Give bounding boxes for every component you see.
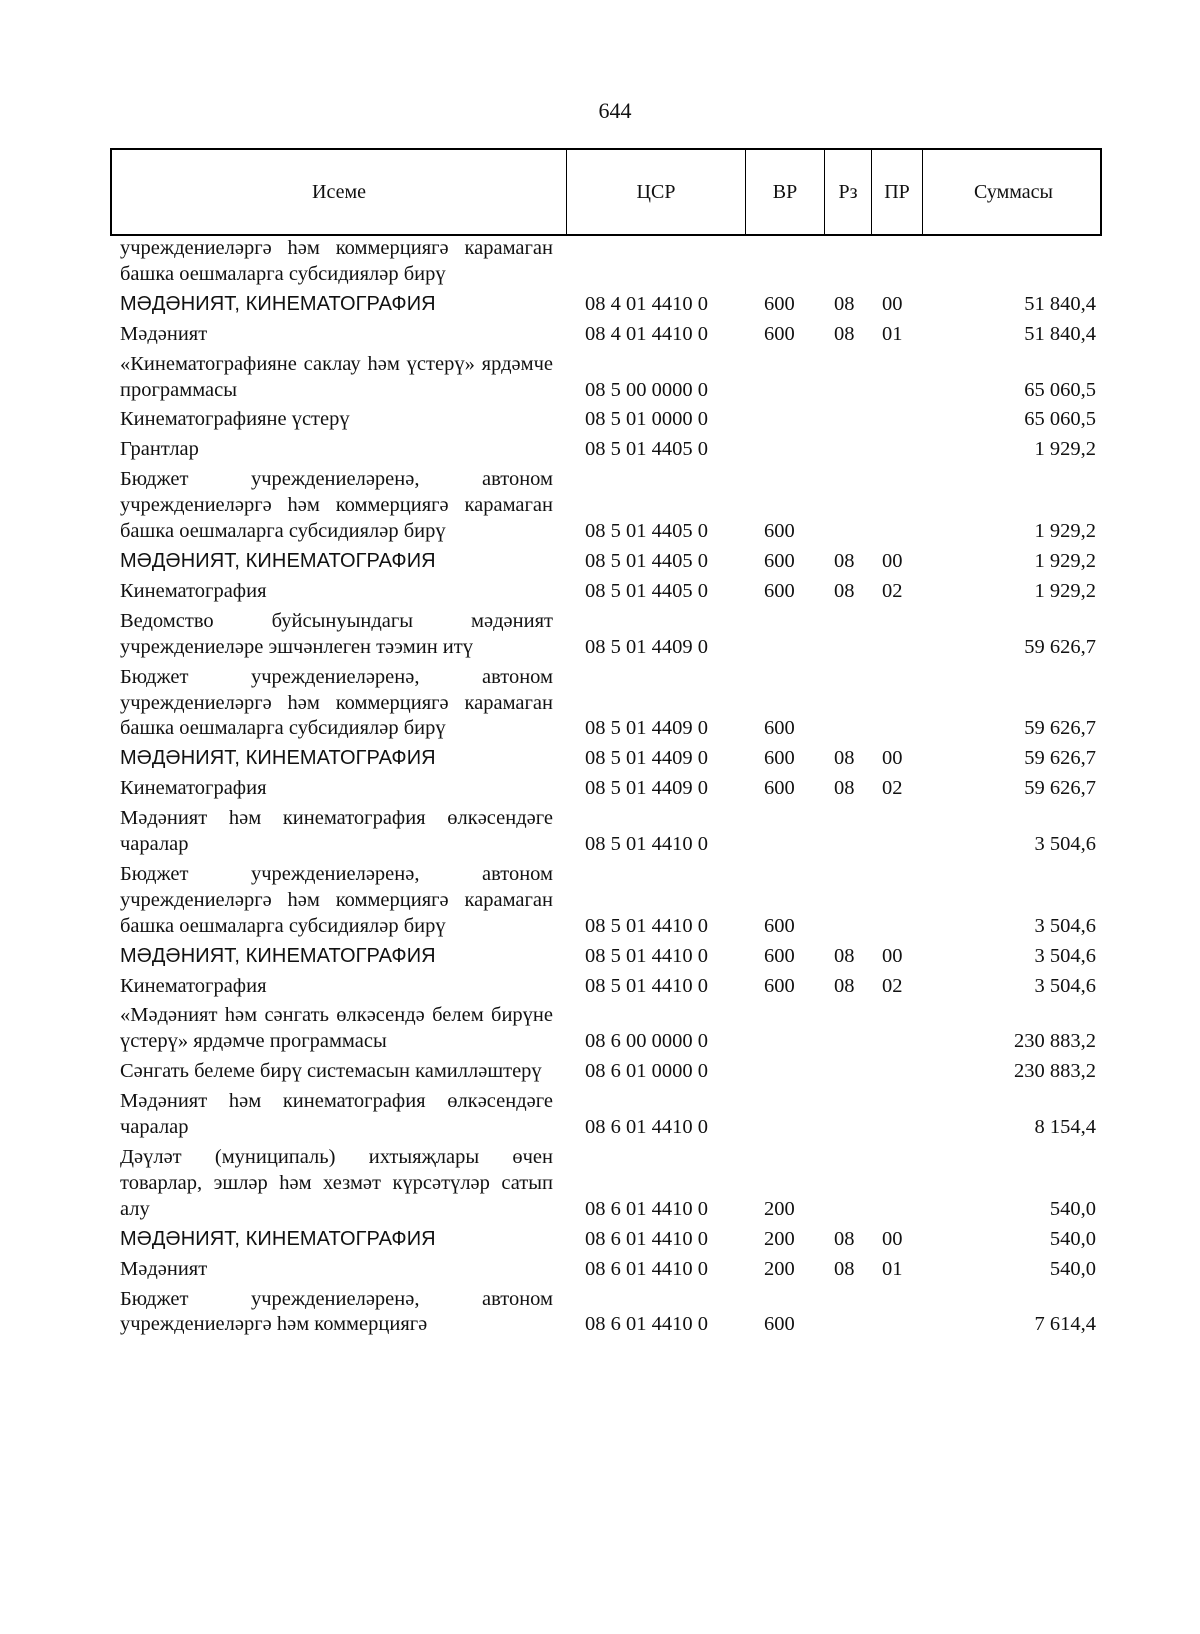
- row-sum: 59 626,7: [1024, 635, 1096, 658]
- row-pr: 02: [882, 579, 903, 602]
- row-name: Мәдәният: [120, 322, 208, 345]
- row-sum: 3 504,6: [1034, 944, 1096, 967]
- row-vr: 600: [764, 914, 795, 937]
- page-number: 644: [598, 98, 632, 123]
- row-rz: 08: [834, 579, 855, 602]
- row-sum: 230 883,2: [1014, 1060, 1096, 1083]
- row-sum: 3 504,6: [1034, 833, 1096, 856]
- row-rz: 08: [834, 944, 855, 967]
- row-name: Кинематографияне үстерү: [120, 408, 350, 431]
- table-header: [110, 148, 1102, 236]
- table-row: [0, 746, 1200, 772]
- row-vr: 600: [764, 520, 795, 543]
- row-csr: 08 5 01 4405 0: [585, 579, 708, 602]
- row-name: Бюджет учреждениеләренә, автоном учреждениеләргә һәм коммерциягә карамаган башка оешмаларга субсидияләр бирү: [120, 468, 553, 543]
- row-sum: 51 840,4: [1024, 292, 1096, 315]
- row-sum: 540,0: [1049, 1257, 1096, 1280]
- row-csr: 08 5 01 4410 0: [585, 914, 708, 937]
- table-row: [0, 665, 1200, 743]
- row-csr: 08 6 00 0000 0: [585, 1030, 708, 1053]
- row-rz: 08: [834, 292, 855, 315]
- row-rz: 08: [834, 1257, 855, 1280]
- row-csr: 08 4 01 4410 0: [585, 292, 708, 315]
- row-pr: 01: [882, 322, 903, 345]
- row-name: Бюджет учреждениеләренә, автоном учреждениеләргә һәм коммерциягә карамаган башка оешмаларга субсидияләр бирү: [120, 665, 553, 740]
- row-rz: 08: [834, 777, 855, 800]
- row-vr: 600: [764, 944, 795, 967]
- row-sum: 540,0: [1049, 1227, 1096, 1250]
- table-row: [0, 322, 1200, 348]
- row-rz: 08: [834, 747, 855, 770]
- row-rz: 08: [834, 974, 855, 997]
- row-csr: 08 5 01 4405 0: [585, 520, 708, 543]
- row-vr: 600: [764, 549, 795, 572]
- row-name: «Кинематографияне саклау һәм үстерү» ярдәмче программасы: [120, 352, 553, 401]
- row-name: Дәүләт (муниципаль) ихтыяҗлары өчен товарлар, эшләр һәм хезмәт күрсәтүләр сатып алу: [120, 1146, 553, 1220]
- row-name: Бюджет учреждениеләренә, автоном учреждениеләргә һәм коммерциягә: [120, 1287, 553, 1336]
- row-csr: 08 6 01 4410 0: [585, 1257, 708, 1280]
- header-pr: ПР: [871, 150, 922, 234]
- row-rz: 08: [834, 322, 855, 345]
- table-row: [0, 437, 1200, 463]
- row-csr: 08 5 01 4405 0: [585, 438, 708, 461]
- row-sum: 1 929,2: [1034, 579, 1096, 602]
- row-pr: 02: [882, 777, 903, 800]
- row-name: МӘДӘНИЯТ, КИНЕМАТОГРАФИЯ: [120, 292, 436, 315]
- table-row: [0, 292, 1200, 318]
- row-rz: 08: [834, 1227, 855, 1250]
- row-csr: 08 6 01 4410 0: [585, 1197, 708, 1220]
- row-name: учреждениеләргә һәм коммерциягә карамаган башка оешмаларга субсидияләр бирү: [120, 237, 553, 285]
- row-name: МӘДӘНИЯТ, КИНЕМАТОГРАФИЯ: [120, 747, 436, 770]
- row-csr: 08 5 01 4409 0: [585, 777, 708, 800]
- row-name: МӘДӘНИЯТ, КИНЕМАТОГРАФИЯ: [120, 944, 436, 967]
- row-name: МӘДӘНИЯТ, КИНЕМАТОГРАФИЯ: [120, 549, 436, 572]
- row-csr: 08 6 01 0000 0: [585, 1060, 708, 1083]
- row-sum: 59 626,7: [1024, 747, 1096, 770]
- table-row: [0, 862, 1200, 940]
- row-name: Мәдәният: [120, 1257, 208, 1280]
- row-vr: 600: [764, 1313, 795, 1336]
- table-row: [0, 609, 1200, 661]
- table-row: [0, 944, 1200, 970]
- row-sum: 1 929,2: [1034, 438, 1096, 461]
- row-csr: 08 5 01 4410 0: [585, 974, 708, 997]
- row-pr: 02: [882, 974, 903, 997]
- row-sum: 540,0: [1049, 1197, 1096, 1220]
- row-csr: 08 5 01 4410 0: [585, 944, 708, 967]
- row-vr: 600: [764, 322, 795, 345]
- row-csr: 08 5 00 0000 0: [585, 378, 708, 401]
- row-sum: 65 060,5: [1024, 378, 1096, 401]
- table-row: [0, 806, 1200, 858]
- row-csr: 08 4 01 4410 0: [585, 322, 708, 345]
- row-csr: 08 5 01 4409 0: [585, 717, 708, 740]
- table-row: [0, 579, 1200, 605]
- table-row: [0, 1257, 1200, 1283]
- row-sum: 1 929,2: [1034, 549, 1096, 572]
- row-sum: 65 060,5: [1024, 408, 1096, 431]
- table-row: [0, 352, 1200, 404]
- header-csr: ЦСР: [566, 150, 745, 234]
- row-name: Мәдәният һәм кинематография өлкәсендәге чаралар: [120, 807, 553, 856]
- table-row: [0, 1003, 1200, 1055]
- table-row: [0, 974, 1200, 1000]
- row-vr: 600: [764, 292, 795, 315]
- row-pr: 00: [882, 747, 903, 770]
- header-vr: ВР: [745, 150, 824, 234]
- header-sum: Суммасы: [922, 150, 1104, 234]
- row-name: Грантлар: [120, 438, 199, 461]
- row-name: Кинематография: [120, 777, 267, 800]
- row-sum: 51 840,4: [1024, 322, 1096, 345]
- row-vr: 200: [764, 1257, 795, 1280]
- table-row: [0, 1227, 1200, 1253]
- row-name: Мәдәният һәм кинематография өлкәсендәге чаралар: [120, 1090, 553, 1139]
- header-name: Исеме: [312, 180, 366, 203]
- row-vr: 600: [764, 717, 795, 740]
- row-name: МӘДӘНИЯТ, КИНЕМАТОГРАФИЯ: [120, 1227, 436, 1250]
- row-pr: 00: [882, 944, 903, 967]
- row-pr: 00: [882, 549, 903, 572]
- row-sum: 230 883,2: [1014, 1030, 1096, 1053]
- table-row: [0, 1089, 1200, 1141]
- row-sum: 7 614,4: [1034, 1313, 1096, 1336]
- row-csr: 08 5 01 4409 0: [585, 747, 708, 770]
- table-body: [0, 236, 1200, 1342]
- row-sum: 59 626,7: [1024, 777, 1096, 800]
- row-sum: 1 929,2: [1034, 520, 1096, 543]
- row-csr: 08 5 01 4410 0: [585, 833, 708, 856]
- row-name: Кинематография: [120, 579, 267, 602]
- row-csr: 08 6 01 4410 0: [585, 1227, 708, 1250]
- row-csr: 08 5 01 4405 0: [585, 549, 708, 572]
- row-vr: 600: [764, 747, 795, 770]
- row-csr: 08 5 01 4409 0: [585, 635, 708, 658]
- row-name: Ведомство буйсынуындагы мәдәният учреждениеләре эшчәнлеген тәэмин итү: [120, 609, 553, 658]
- row-pr: 00: [882, 1227, 903, 1250]
- table-row: [0, 549, 1200, 575]
- table-row: [0, 1145, 1200, 1223]
- table-row: [0, 407, 1200, 433]
- row-sum: 59 626,7: [1024, 717, 1096, 740]
- table-row: [0, 1287, 1200, 1339]
- row-csr: 08 6 01 4410 0: [585, 1116, 708, 1139]
- row-vr: 600: [764, 777, 795, 800]
- row-sum: 8 154,4: [1034, 1116, 1096, 1139]
- table-row: [0, 236, 1200, 288]
- row-vr: 600: [764, 974, 795, 997]
- row-vr: 600: [764, 579, 795, 602]
- row-sum: 3 504,6: [1034, 974, 1096, 997]
- row-pr: 01: [882, 1257, 903, 1280]
- row-csr: 08 6 01 4410 0: [585, 1313, 708, 1336]
- row-vr: 200: [764, 1227, 795, 1250]
- header-rz: Рз: [824, 150, 871, 234]
- row-pr: 00: [882, 292, 903, 315]
- row-name: Бюджет учреждениеләренә, автоном учреждениеләргә һәм коммерциягә карамаган башка оешмаларга субсидияләр бирү: [120, 862, 553, 937]
- row-name: «Мәдәният һәм сәнгать өлкәсендә белем бирүне үстерү» ярдәмче программасы: [120, 1004, 553, 1053]
- table-row: [0, 467, 1200, 545]
- row-vr: 200: [764, 1197, 795, 1220]
- row-name: Сәнгать белеме бирү системасын камилләштерү: [120, 1060, 542, 1083]
- row-sum: 3 504,6: [1034, 914, 1096, 937]
- row-name: Кинематография: [120, 974, 267, 997]
- table-row: [0, 776, 1200, 802]
- row-csr: 08 5 01 0000 0: [585, 408, 708, 431]
- table-row: [0, 1059, 1200, 1085]
- row-rz: 08: [834, 549, 855, 572]
